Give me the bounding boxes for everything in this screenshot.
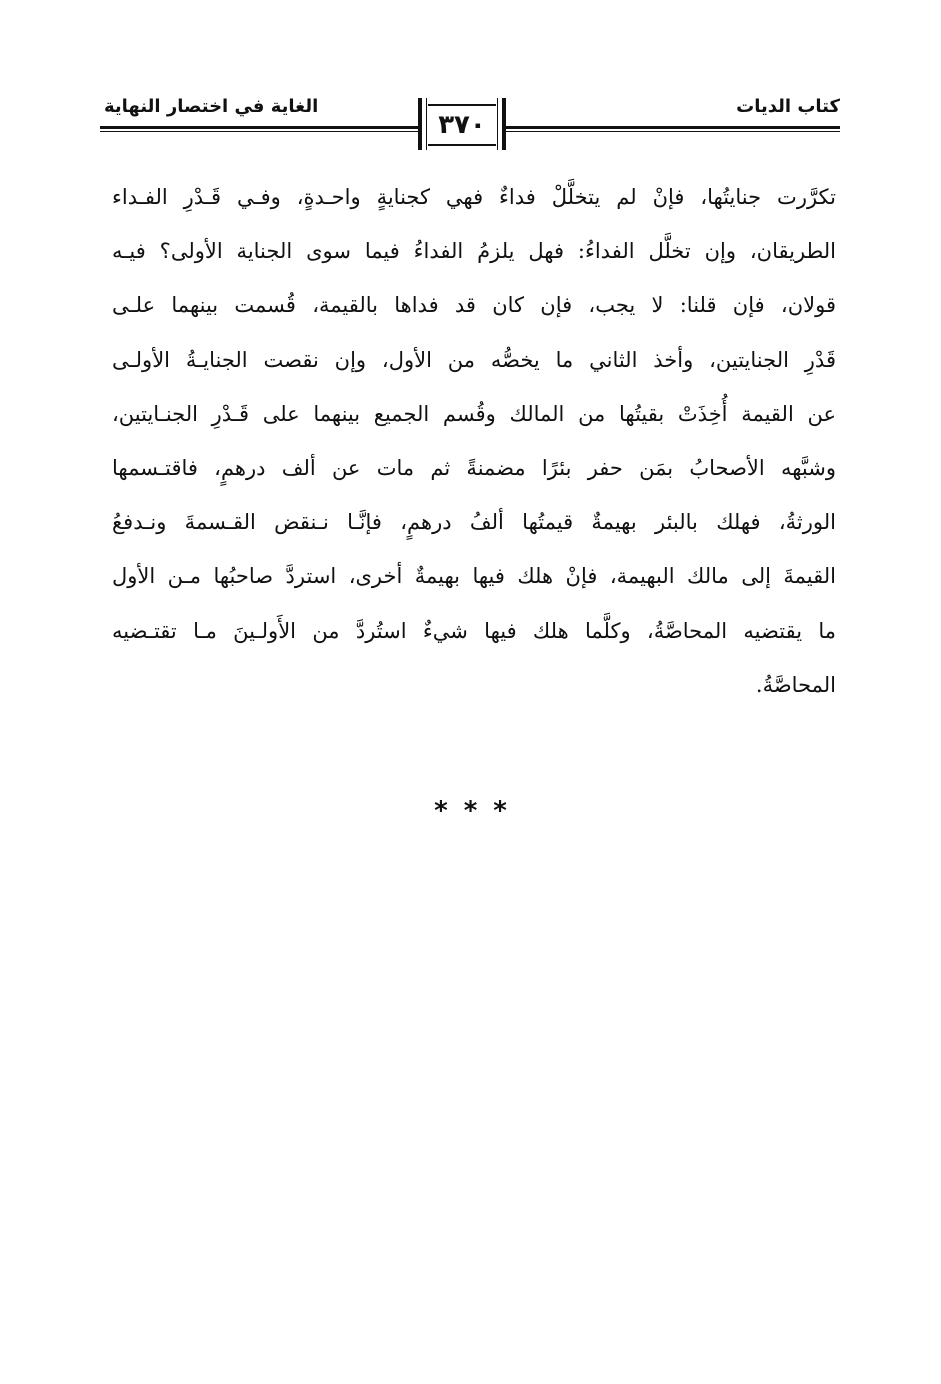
text-line: ما يقتضيه المحاصَّةُ، وكلَّما هلك فيها شيءٌ استُردَّ من الأَولـينَ مـا تقتـضيه — [112, 618, 836, 643]
text-line: الطريقان، وإن تخلَّل الفداءُ: فهل يلزمُ الفداءُ فيما سوى الجناية الأولى؟ فيـه — [112, 239, 836, 264]
frame-bottom-line — [428, 144, 496, 146]
text-line: القيمةَ إلى مالك البهيمة، فإنْ هلك فيها بهيمةٌ أخرى، استردَّ صاحبُها مـن الأول — [112, 564, 836, 589]
body-paragraph — [112, 170, 836, 712]
text-line: وشبَّهه الأصحابُ بمَن حفر بئرًا مضمنةً ثم مات عن ألف درهمٍ، فاقتـسمها — [112, 455, 836, 480]
text-line: قولان، فإن قلنا: لا يجب، فإن كان قد فداها بالقيمة، قُسمت بينهما علـى — [112, 293, 836, 318]
frame-top-line — [428, 104, 496, 106]
page-number: ٣٧٠ — [438, 110, 486, 140]
text-line: عن القيمة أُخِذَتْ بقيتُها من المالك وقُسم الجميع بينهما على قَـدْرِ الجنـايتين، — [112, 401, 836, 426]
page-header — [100, 88, 840, 158]
section-separator: *** — [434, 796, 523, 826]
chapter-title: كتاب الديات — [736, 96, 840, 117]
text-line-last: المحاصَّةُ. — [755, 672, 836, 697]
book-title: الغاية في اختصار النهاية — [104, 96, 319, 117]
text-line: الورثةُ، فهلك بالبئر بهيمةٌ قيمتُها ألفُ درهمٍ، فإنَّـا نـنقض القـسمةَ ونـدفعُ — [112, 510, 836, 535]
text-line: تكرَّرت جنايتُها، فإنْ لم يتخلَّلْ فداءٌ فهي كجنايةٍ واحـدةٍ، وفـي قَـدْرِ الفـداء — [112, 185, 836, 209]
text-line: قَدْرِ الجنايتين، وأخذ الثاني ما يخصُّه من الأول، وإن نقصت الجنايـةُ الأولـى — [112, 347, 836, 372]
page-number-frame — [418, 98, 506, 150]
